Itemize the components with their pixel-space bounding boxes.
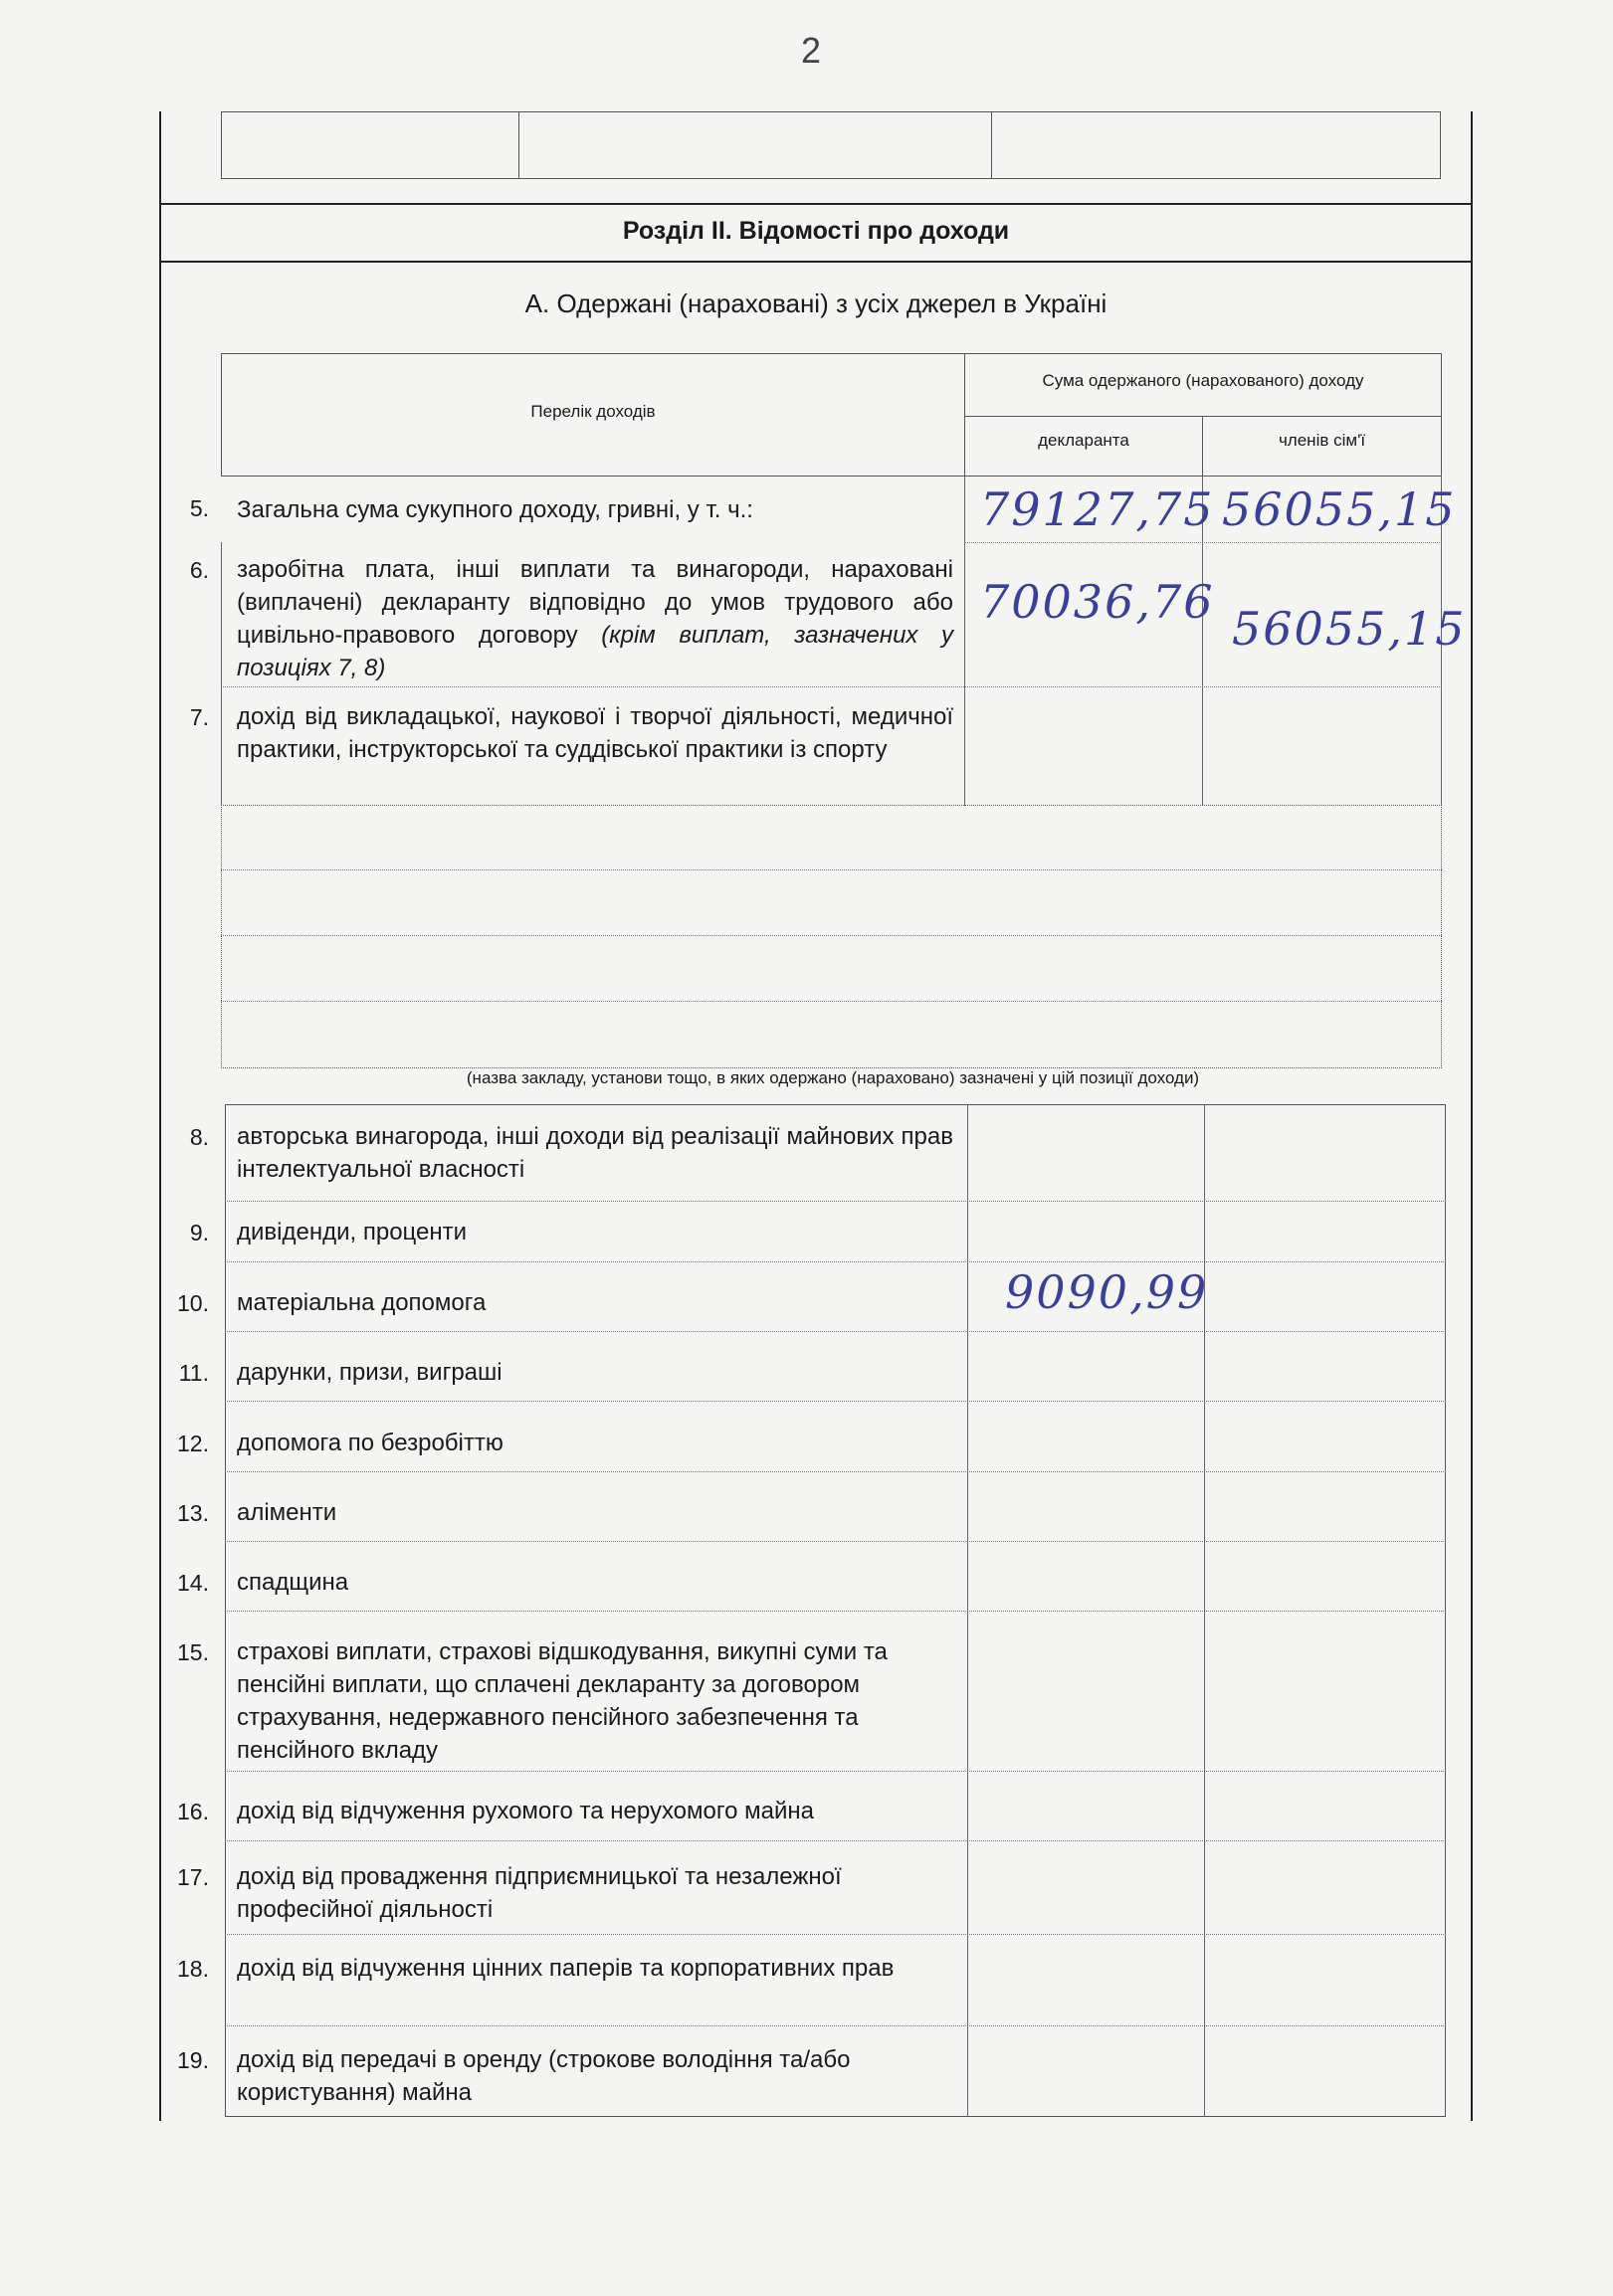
- upper-col-line-b: [964, 476, 965, 806]
- row-label: спадщина: [237, 1569, 349, 1596]
- row-number: 19.: [177, 2047, 209, 2073]
- institution-caption: (назва закладу, установи тощо, в яких одержано (нараховано) зазначені у цій позиції доходи): [466, 1068, 1200, 1087]
- section-title: Розділ ІІ. Відомості про доходи: [622, 217, 1010, 245]
- row-label: допомога по безробіттю: [237, 1430, 504, 1456]
- row-label: дохід від відчуження рухомого та нерухомого майна: [237, 1798, 814, 1824]
- header-sum-label: Сума одержаного (нарахованого) доходу: [1042, 371, 1364, 390]
- upper-col-line-a: [221, 542, 222, 806]
- header-declarant-label: декларанта: [1038, 431, 1129, 450]
- row-sep-5: [964, 542, 1442, 543]
- row-label-main: заробітна плата, інші виплати та винагороди, нараховані (виплачені) декларанту відповідно до умов трудового або цивільно-правового договору: [237, 556, 953, 649]
- row-sep-8: [225, 1201, 1446, 1202]
- row-label-italic: (крім виплат, зазначених у позиціях 7, 8): [237, 622, 953, 681]
- row-number: 8.: [189, 1124, 209, 1150]
- row-sep-10: [225, 1331, 1446, 1332]
- row-sep-12: [225, 1471, 1446, 1472]
- row-sep-14: [225, 1611, 1446, 1612]
- declarant-amount: 9090,99: [1005, 1265, 1209, 1319]
- row-number: 6.: [189, 557, 209, 583]
- row-label: дохід від викладацької, наукової і творчої діяльності, медичної практики, інструкторської та суддівської практики із спорту: [237, 703, 953, 763]
- header-family-label: членів сім'ї: [1278, 431, 1366, 450]
- row-number: 12.: [177, 1431, 209, 1456]
- row-label: [237, 553, 953, 684]
- row-number: 10.: [177, 1290, 209, 1316]
- declarant-amount: 70036,76: [980, 575, 1215, 629]
- family-amount: 56055,15: [1232, 602, 1467, 656]
- row-number: 16.: [177, 1799, 209, 1824]
- row-sep-16: [225, 1840, 1446, 1841]
- page-number: 2: [800, 30, 822, 71]
- row-sep-11: [225, 1401, 1446, 1402]
- row-number: 11.: [178, 1360, 209, 1386]
- row-label: дохід від передачі в оренду (строкове володіння та/або користування) майна: [237, 2046, 851, 2106]
- institution-rows-box: [221, 805, 1442, 1068]
- row-label: страхові виплати, страхові відшкодування, викупні суми та пенсійні виплати, що сплачені декларанту за договором страхування, недержавного пенсійного забезпечення та пенсійного вкладу: [237, 1638, 888, 1764]
- row-label: дарунки, призи, виграші: [237, 1359, 503, 1386]
- top-table-cell-1: [221, 111, 519, 179]
- row-label: дивіденди, проценти: [237, 1219, 468, 1245]
- row-number: 9.: [189, 1220, 209, 1245]
- row-label: аліменти: [237, 1499, 337, 1526]
- declarant-amount: 79127,75: [980, 482, 1215, 536]
- row-label: матеріальна допомога: [237, 1289, 487, 1316]
- row-label: авторська винагорода, інші доходи від реалізації майнових прав інтелектуальної власності: [237, 1123, 953, 1183]
- row-label: дохід від провадження підприємницької та незалежної професійної діяльності: [237, 1863, 842, 1923]
- institution-sep-3: [221, 1001, 1442, 1002]
- row-sep-9: [225, 1261, 1446, 1262]
- row-number: 17.: [177, 1864, 209, 1890]
- row-number: 15.: [177, 1639, 209, 1665]
- institution-sep-1: [221, 869, 1442, 870]
- right-frame-line: [1471, 111, 1473, 2121]
- row-number: 7.: [189, 704, 209, 730]
- family-amount: 56055,15: [1222, 482, 1457, 536]
- row-label: дохід від відчуження цінних паперів та корпоративних прав: [237, 1955, 895, 1982]
- row-sep-17: [225, 1934, 1446, 1935]
- row-sep-15: [225, 1771, 1446, 1772]
- section-top-line: [159, 203, 1473, 205]
- header-list-label: Перелік доходів: [530, 402, 656, 421]
- row-sep-13: [225, 1541, 1446, 1542]
- row-sep-6: [221, 686, 1442, 687]
- top-table-cell-2: [518, 111, 992, 179]
- subsection-title: А. Одержані (нараховані) з усіх джерел в Україні: [524, 288, 1108, 318]
- row-number: 18.: [177, 1956, 209, 1982]
- row-sep-18: [225, 2025, 1446, 2026]
- institution-sep-2: [221, 935, 1442, 936]
- section-bottom-line: [159, 261, 1473, 263]
- row-label: Загальна сума сукупного доходу, гривні, у т. ч.:: [237, 496, 753, 523]
- top-table-cell-3: [991, 111, 1441, 179]
- row-number: 14.: [177, 1570, 209, 1596]
- row-number: 13.: [177, 1500, 209, 1526]
- row-number: 5.: [189, 495, 209, 521]
